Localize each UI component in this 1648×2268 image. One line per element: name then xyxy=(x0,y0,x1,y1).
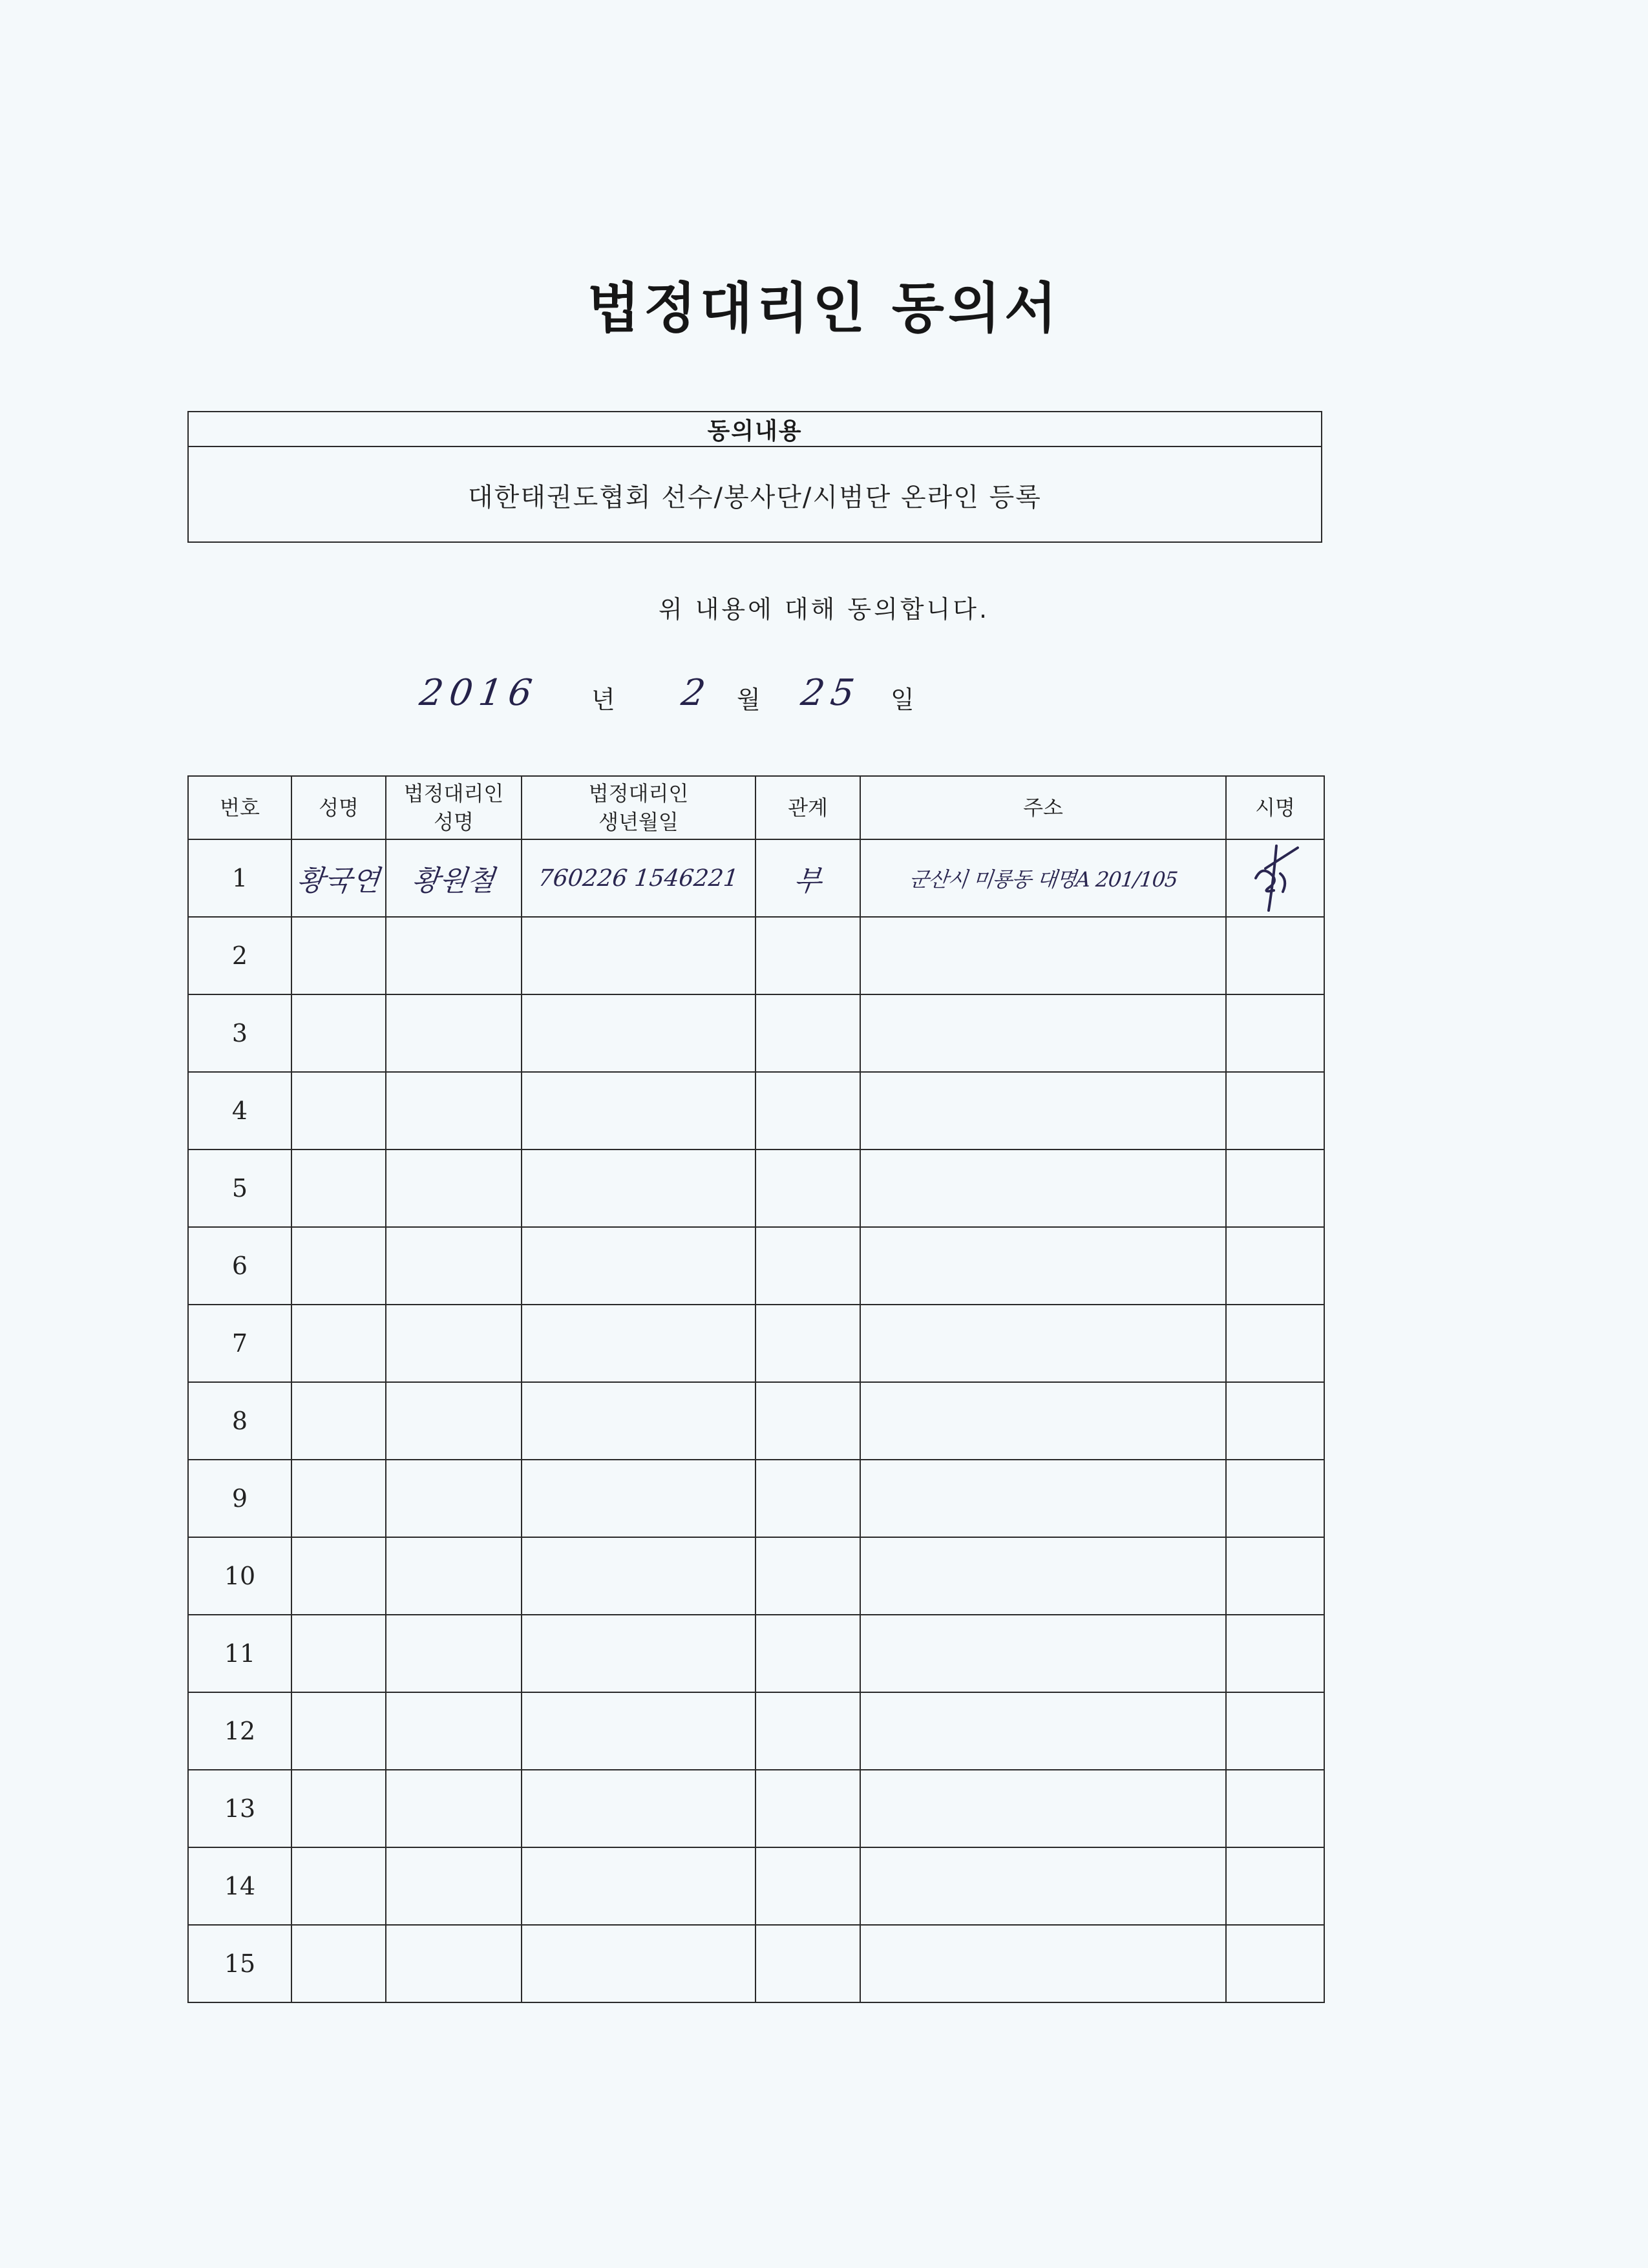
address-cell xyxy=(860,1770,1226,1847)
handwritten-address: 군산시 미룡동 대명A 201/105 xyxy=(907,867,1179,892)
name-cell xyxy=(291,1925,386,2002)
signature-cell xyxy=(1226,1925,1324,2002)
relation-cell xyxy=(755,1227,860,1305)
header-relation: 관계 xyxy=(755,776,860,839)
row-number: 5 xyxy=(188,1150,291,1227)
guardian-name-cell xyxy=(386,1460,522,1537)
signature-cell xyxy=(1226,1305,1324,1382)
relation-cell xyxy=(755,1847,860,1925)
relation-cell xyxy=(755,1692,860,1770)
relation-cell xyxy=(755,1925,860,2002)
relation-cell xyxy=(755,839,860,917)
table-row xyxy=(188,994,1324,1072)
table-row xyxy=(188,1150,1324,1227)
row-number: 12 xyxy=(188,1692,291,1770)
guardian-birth-cell xyxy=(522,1072,755,1150)
address-cell xyxy=(860,1615,1226,1692)
address-cell xyxy=(860,1537,1226,1615)
name-cell xyxy=(291,1382,386,1460)
agreement-statement: 위 내용에 대해 동의합니다. xyxy=(658,595,990,624)
name-cell xyxy=(291,1770,386,1847)
row-number: 8 xyxy=(188,1382,291,1460)
address-cell xyxy=(860,994,1226,1072)
consent-header: 동의내용 xyxy=(189,412,1321,447)
name-cell xyxy=(291,1692,386,1770)
header-guardian-name-line2: 성명 xyxy=(434,810,474,834)
guardian-name-cell xyxy=(386,1537,522,1615)
row-number: 9 xyxy=(188,1460,291,1537)
guardian-birth-cell xyxy=(522,1770,755,1847)
table-row xyxy=(188,839,1324,917)
guardian-name-cell xyxy=(386,1615,522,1692)
row-number: 15 xyxy=(188,1925,291,2002)
name-cell xyxy=(291,1615,386,1692)
guardian-birth-cell xyxy=(522,1382,755,1460)
header-signature: 시명 xyxy=(1226,776,1324,839)
table-row xyxy=(188,1305,1324,1382)
guardian-name-cell xyxy=(386,1925,522,2002)
guardian-birth-cell xyxy=(522,839,755,917)
date-line xyxy=(0,672,1648,724)
handwritten-guardian-birth: 760226 1546221 xyxy=(537,865,740,892)
table-row xyxy=(188,1537,1324,1615)
table-row xyxy=(188,917,1324,994)
table-row xyxy=(188,1770,1324,1847)
table-row xyxy=(188,1925,1324,2002)
signature-cell xyxy=(1226,1072,1324,1150)
signature-cell xyxy=(1226,1692,1324,1770)
row-number: 6 xyxy=(188,1227,291,1305)
guardian-birth-cell xyxy=(522,1537,755,1615)
guardian-birth-cell xyxy=(522,1925,755,2002)
header-guardian-birth-line2: 생년월일 xyxy=(598,810,679,834)
address-cell xyxy=(860,1382,1226,1460)
row-number: 7 xyxy=(188,1305,291,1382)
signature-cell xyxy=(1226,839,1324,917)
date-day: 25 xyxy=(798,672,863,714)
address-cell xyxy=(860,839,1226,917)
table-row xyxy=(188,1847,1324,1925)
name-cell xyxy=(291,1537,386,1615)
guardian-name-cell xyxy=(386,1150,522,1227)
handwritten-relation: 부 xyxy=(792,865,823,898)
address-cell xyxy=(860,1692,1226,1770)
header-num: 번호 xyxy=(188,776,291,839)
address-cell xyxy=(860,1150,1226,1227)
name-cell xyxy=(291,994,386,1072)
guardian-birth-cell xyxy=(522,1460,755,1537)
handwritten-name: 황국연 xyxy=(295,865,381,898)
guardian-birth-cell xyxy=(522,1227,755,1305)
table-row xyxy=(188,1460,1324,1537)
relation-cell xyxy=(755,1150,860,1227)
row-number: 14 xyxy=(188,1847,291,1925)
table-header-row xyxy=(188,776,1324,839)
relation-cell xyxy=(755,1382,860,1460)
table-row xyxy=(188,1615,1324,1692)
name-cell xyxy=(291,1072,386,1150)
relation-cell xyxy=(755,1460,860,1537)
address-cell xyxy=(860,1925,1226,2002)
consent-box xyxy=(187,411,1322,543)
guardian-name-cell xyxy=(386,1692,522,1770)
header-guardian-birth xyxy=(522,776,755,839)
signature-cell xyxy=(1226,1615,1324,1692)
header-address: 주소 xyxy=(860,776,1226,839)
address-cell xyxy=(860,917,1226,994)
header-guardian-name xyxy=(386,776,522,839)
signature-cell xyxy=(1226,1770,1324,1847)
row-number: 4 xyxy=(188,1072,291,1150)
name-cell xyxy=(291,1847,386,1925)
guardian-birth-cell xyxy=(522,994,755,1072)
date-year: 2016 xyxy=(417,672,542,714)
guardian-name-cell xyxy=(386,1382,522,1460)
guardian-name-cell xyxy=(386,1227,522,1305)
date-month: 2 xyxy=(679,672,715,714)
guardian-name-cell xyxy=(386,839,522,917)
signature-cell xyxy=(1226,1227,1324,1305)
address-cell xyxy=(860,1072,1226,1150)
row-number: 13 xyxy=(188,1770,291,1847)
guardian-name-cell xyxy=(386,1305,522,1382)
row-number: 3 xyxy=(188,994,291,1072)
date-day-unit: 일 xyxy=(891,686,914,714)
relation-cell xyxy=(755,1615,860,1692)
guardian-name-cell xyxy=(386,1770,522,1847)
consent-content: 대한태권도협회 선수/봉사단/시범단 온라인 등록 xyxy=(468,482,1042,512)
signature-cell xyxy=(1226,917,1324,994)
row-number: 2 xyxy=(188,917,291,994)
handwritten-guardian-name: 황원철 xyxy=(410,865,496,898)
handwritten-signature xyxy=(1236,843,1314,914)
guardian-birth-cell xyxy=(522,1615,755,1692)
name-cell xyxy=(291,1227,386,1305)
address-cell xyxy=(860,1305,1226,1382)
table-row xyxy=(188,1072,1324,1150)
table-row xyxy=(188,1692,1324,1770)
row-number: 10 xyxy=(188,1537,291,1615)
table-row xyxy=(188,1382,1324,1460)
relation-cell xyxy=(755,1305,860,1382)
signature-cell xyxy=(1226,1382,1324,1460)
guardian-table xyxy=(187,775,1325,2003)
address-cell xyxy=(860,1460,1226,1537)
guardian-birth-cell xyxy=(522,1150,755,1227)
relation-cell xyxy=(755,917,860,994)
document-title: 법정대리인 동의서 xyxy=(587,277,1061,340)
name-cell xyxy=(291,839,386,917)
row-number: 1 xyxy=(188,839,291,917)
name-cell xyxy=(291,1305,386,1382)
guardian-name-cell xyxy=(386,1072,522,1150)
relation-cell xyxy=(755,1072,860,1150)
signature-cell xyxy=(1226,1847,1324,1925)
relation-cell xyxy=(755,1537,860,1615)
header-guardian-birth-line1: 법정대리인 xyxy=(588,781,689,806)
header-guardian-name-line1: 법정대리인 xyxy=(403,781,504,806)
table-row xyxy=(188,1227,1324,1305)
name-cell xyxy=(291,1460,386,1537)
guardian-birth-cell xyxy=(522,1305,755,1382)
guardian-name-cell xyxy=(386,994,522,1072)
name-cell xyxy=(291,917,386,994)
relation-cell xyxy=(755,994,860,1072)
guardian-name-cell xyxy=(386,917,522,994)
date-year-unit: 년 xyxy=(591,686,615,714)
name-cell xyxy=(291,1150,386,1227)
date-month-unit: 월 xyxy=(737,686,761,714)
guardian-birth-cell xyxy=(522,1692,755,1770)
guardian-name-cell xyxy=(386,1847,522,1925)
header-name: 성명 xyxy=(291,776,386,839)
signature-cell xyxy=(1226,1460,1324,1537)
row-number: 11 xyxy=(188,1615,291,1692)
signature-cell xyxy=(1226,1150,1324,1227)
signature-cell xyxy=(1226,994,1324,1072)
signature-cell xyxy=(1226,1537,1324,1615)
address-cell xyxy=(860,1227,1226,1305)
guardian-birth-cell xyxy=(522,917,755,994)
address-cell xyxy=(860,1847,1226,1925)
guardian-birth-cell xyxy=(522,1847,755,1925)
relation-cell xyxy=(755,1770,860,1847)
